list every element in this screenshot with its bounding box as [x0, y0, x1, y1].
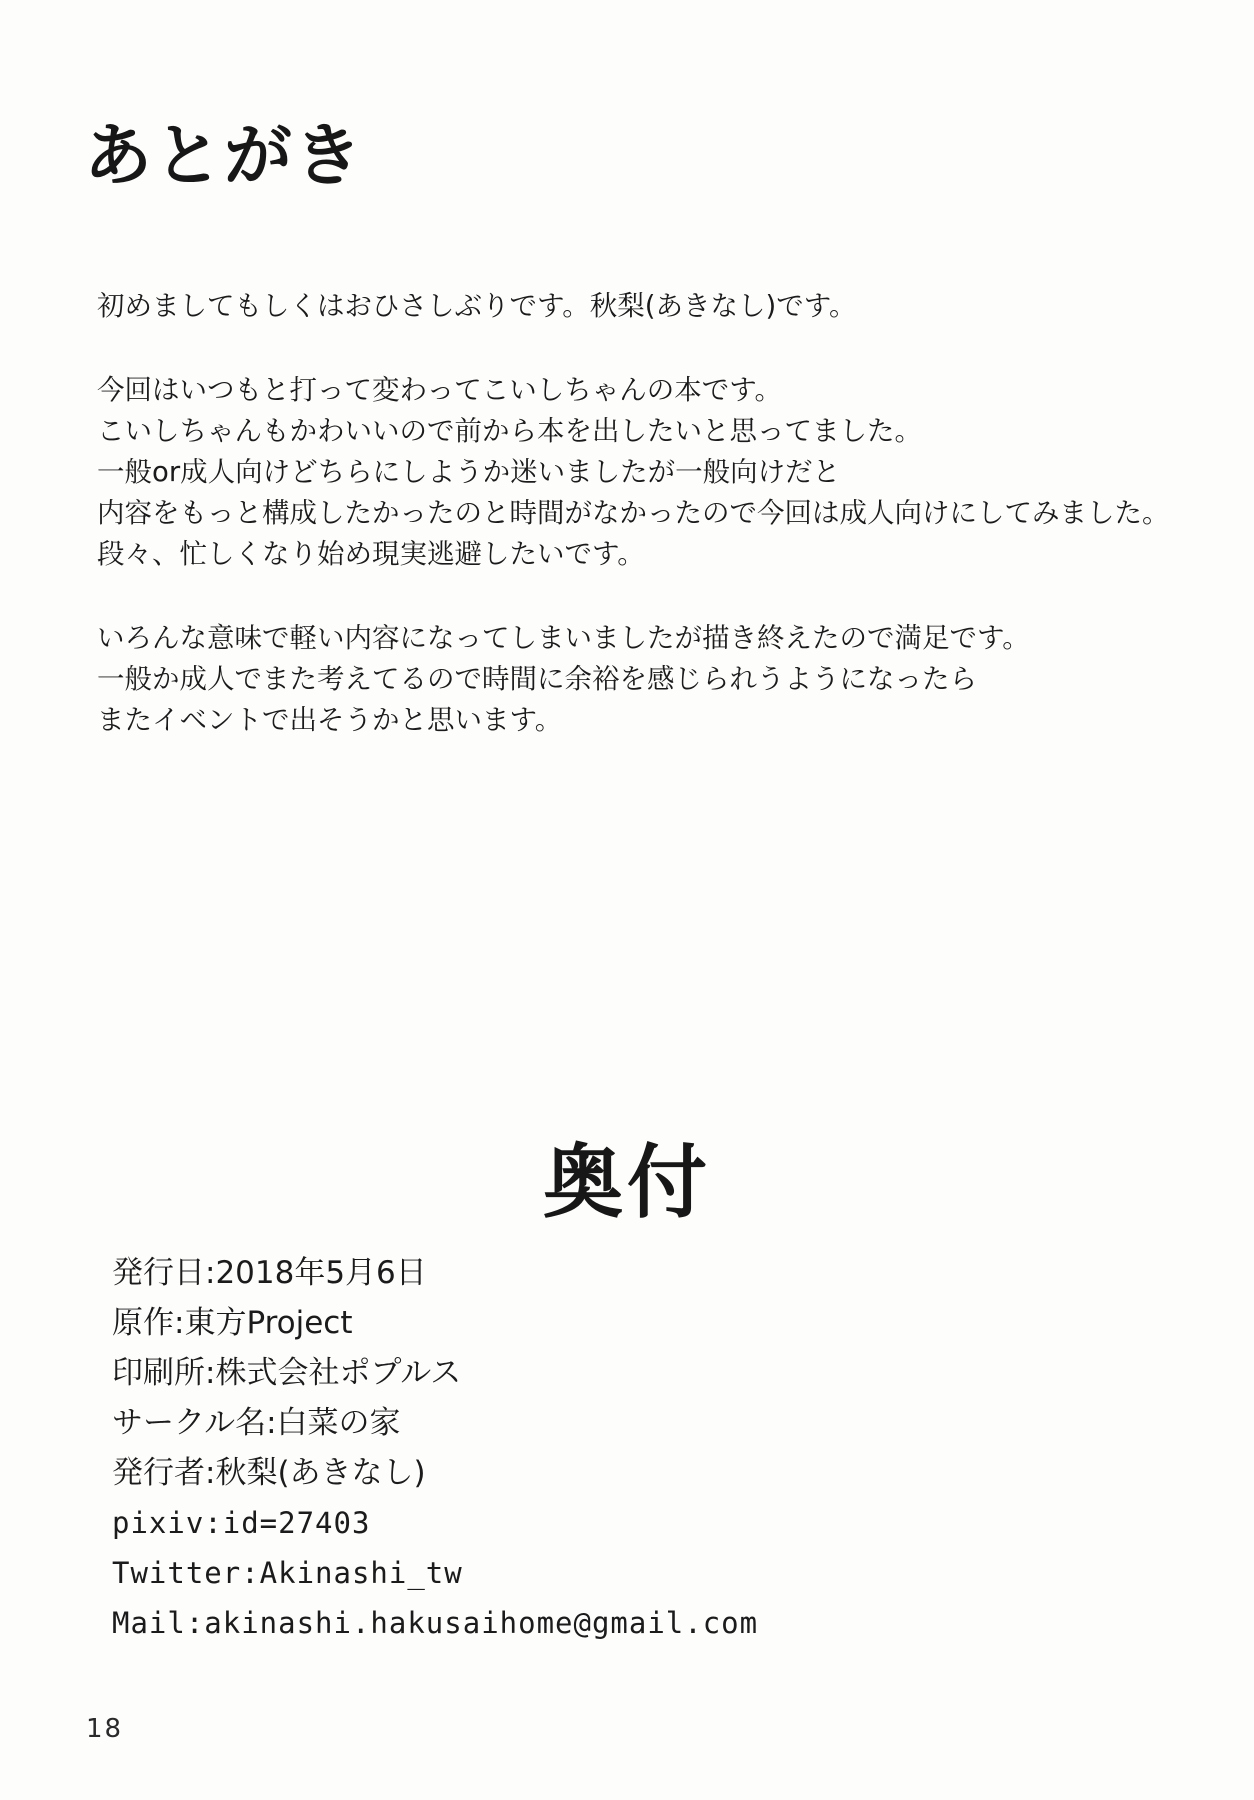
- afterword-body: [97, 286, 1197, 784]
- colophon-line-publish-date: 発行日:2018年5月6日: [112, 1255, 427, 1291]
- afterword-line: 内容をもっと構成したかったのと時間がなかったので今回は成人向けにしてみました。: [97, 497, 1170, 529]
- colophon-line-pixiv: pixiv:id=27403: [112, 1506, 371, 1540]
- colophon-line-circle-name: サークル名:白菜の家: [112, 1405, 401, 1441]
- afterword-line: 初めましてもしくはおひさしぶりです。秋梨(あきなし)です。: [97, 290, 857, 322]
- afterword-line: 一般か成人でまた考えてるので時間に余裕を感じられうようになったら: [97, 663, 977, 695]
- afterword-paragraph-1: [97, 286, 1197, 327]
- colophon-line-printer: 印刷所:株式会社ポプルス: [112, 1355, 462, 1391]
- afterword-line: またイベントで出そうかと思います。: [97, 704, 563, 736]
- colophon-title: 奥付: [543, 1136, 711, 1229]
- colophon-list: [112, 1248, 758, 1648]
- colophon-line-twitter: Twitter:Akinashi_tw: [112, 1556, 463, 1590]
- afterword-line: いろんな意味で軽い内容になってしまいましたが描き終えたので満足です。: [97, 622, 1030, 654]
- afterword-title: あとがき: [84, 117, 365, 196]
- afterword-paragraph-3: [97, 618, 1197, 741]
- afterword-line: こいしちゃんもかわいいので前から本を出したいと思ってました。: [97, 415, 922, 447]
- afterword-line: 一般or成人向けどちらにしようか迷いましたが一般向けだと: [97, 456, 841, 488]
- afterword-paragraph-2: [97, 370, 1197, 575]
- afterword-line: 今回はいつもと打って変わってこいしちゃんの本です。: [97, 374, 783, 406]
- page-number: 18: [86, 1714, 124, 1744]
- colophon-line-original-work: 原作:東方Project: [112, 1305, 353, 1341]
- afterword-line: 段々、忙しくなり始め現実逃避したいです。: [97, 538, 645, 570]
- colophon-line-mail: Mail:akinashi.hakusaihome@gmail.com: [112, 1606, 759, 1640]
- colophon-line-publisher: 発行者:秋梨(あきなし): [112, 1455, 426, 1491]
